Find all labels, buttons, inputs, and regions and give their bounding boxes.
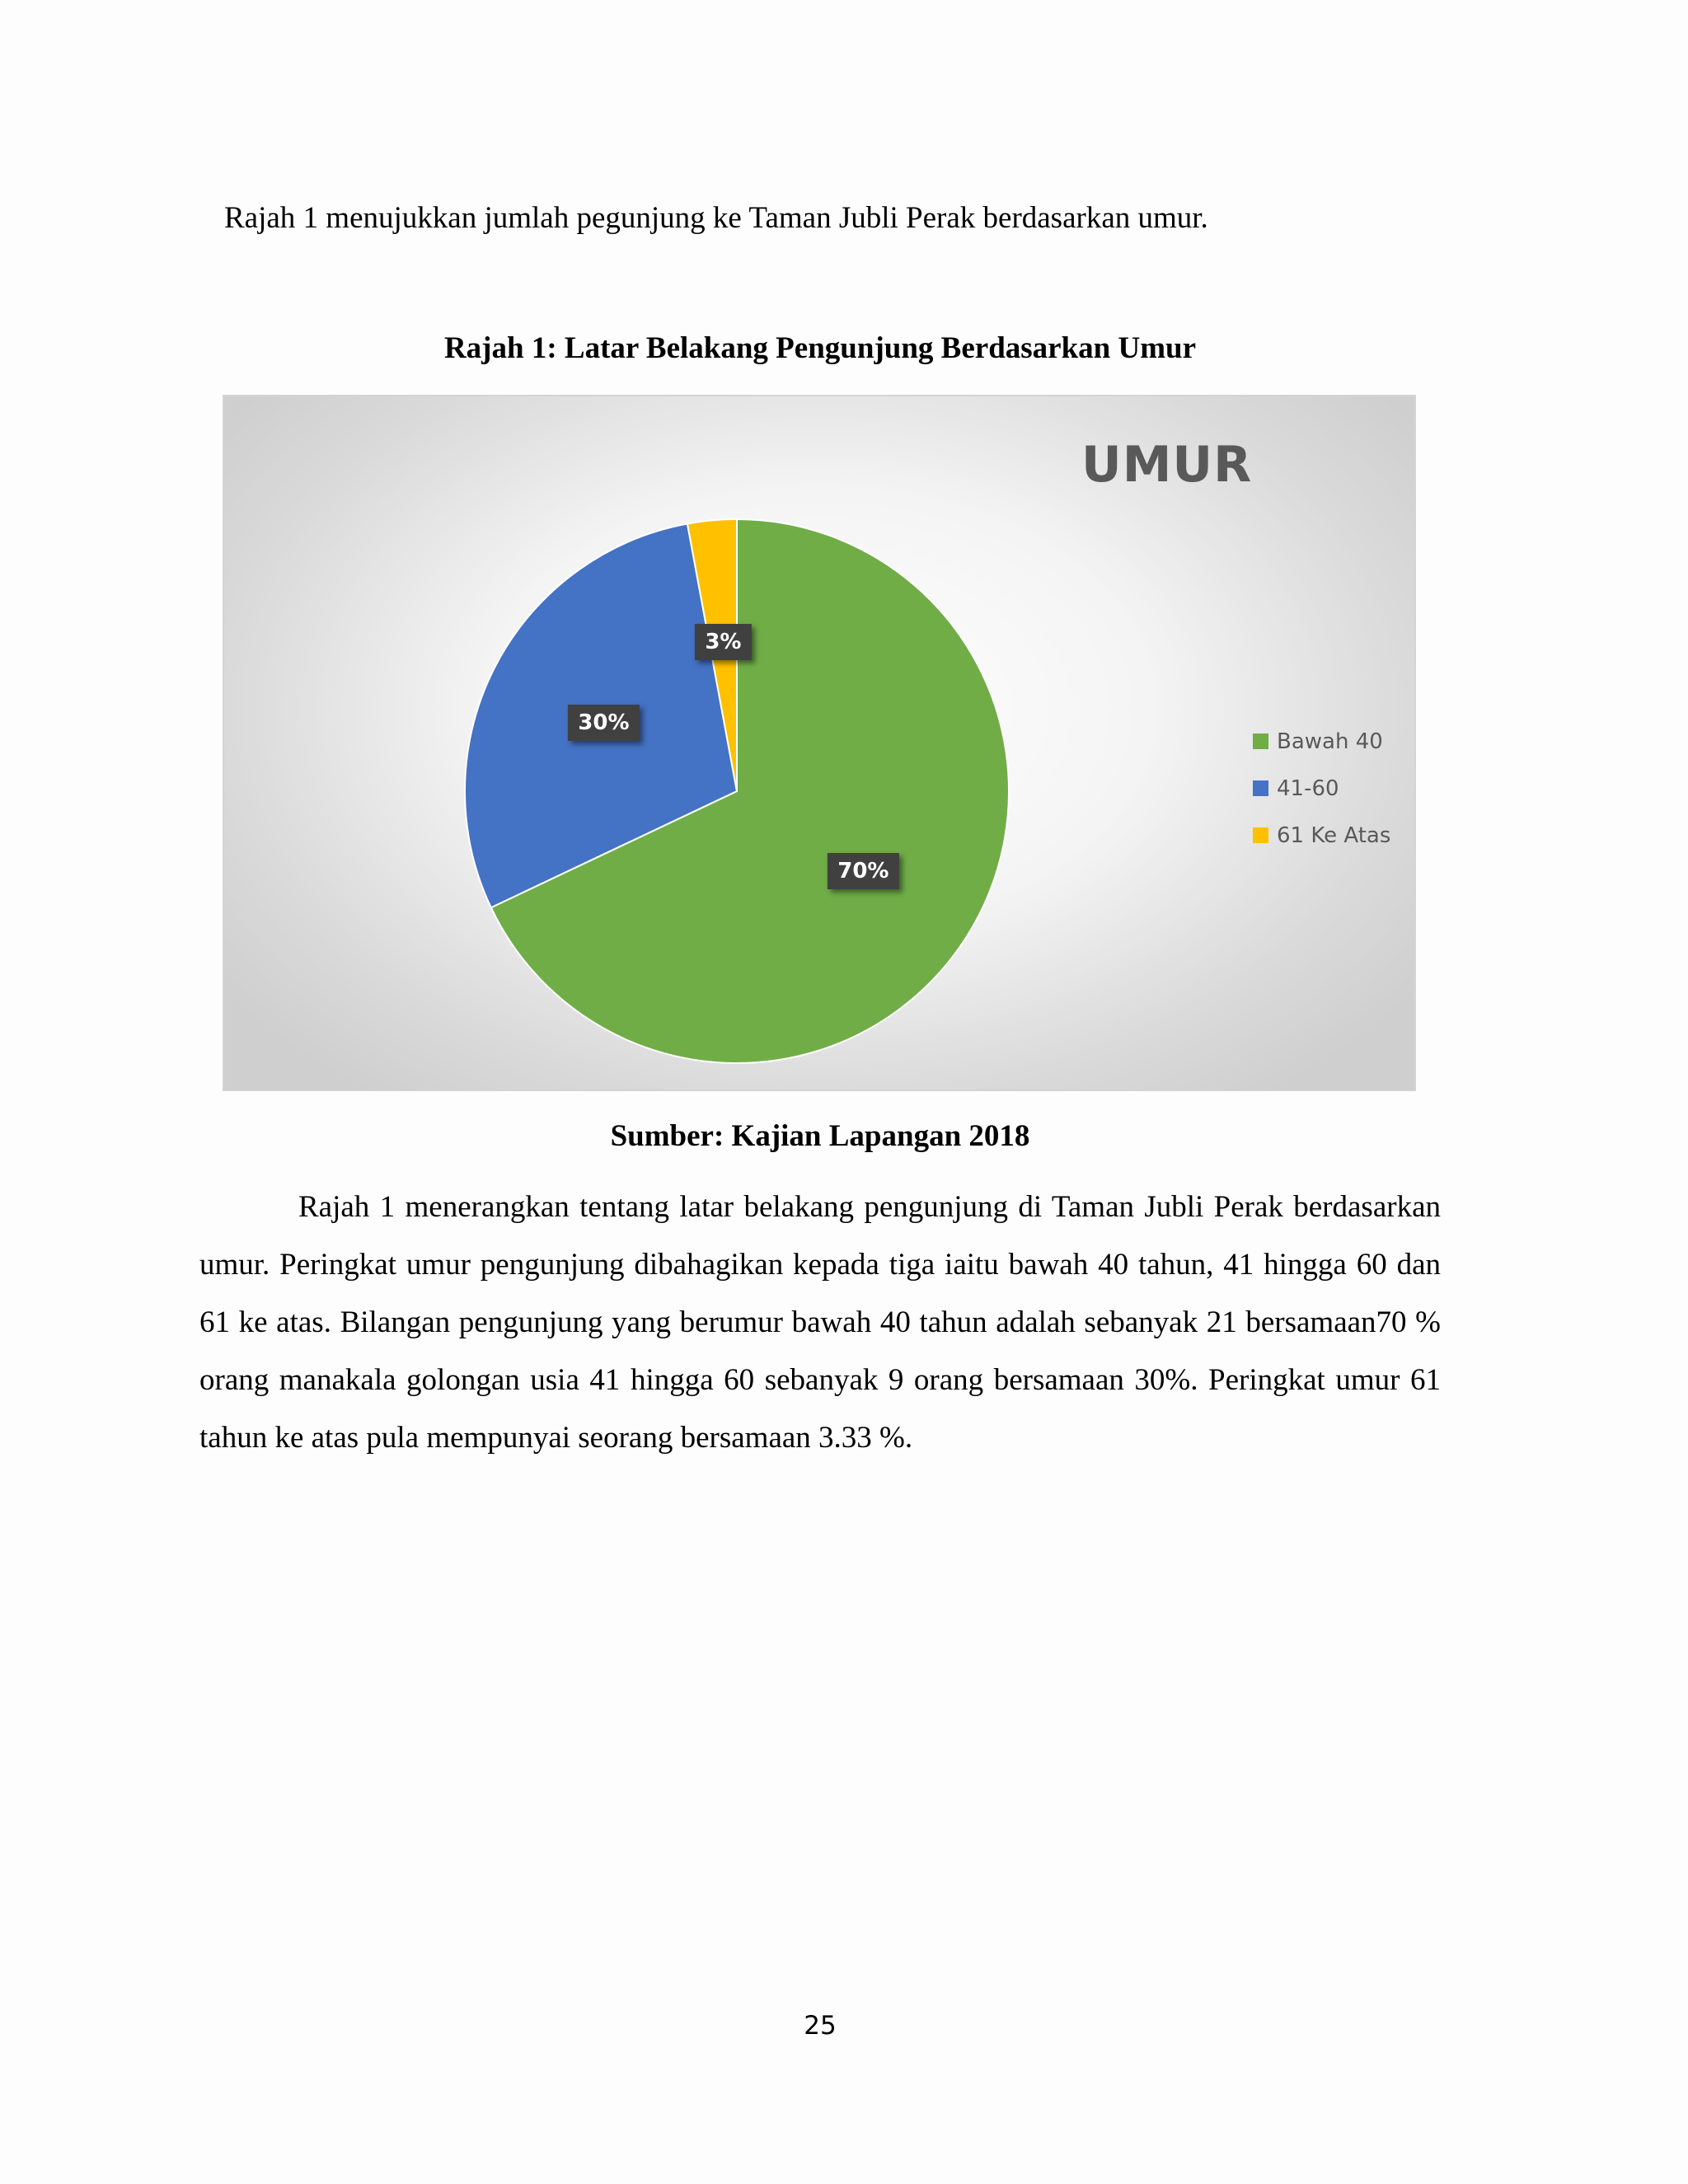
figure-source: Sumber: Kajian Lapangan 2018 [610, 1119, 1030, 1153]
intro-text: Rajah 1 menujukkan jumlah pegunjung ke Taman Jubli Perak berdasarkan umur. [224, 201, 1208, 235]
data-label: 70% [828, 853, 898, 889]
page-number: 25 [804, 2011, 837, 2041]
legend-swatch [1253, 780, 1268, 796]
body-paragraph: Rajah 1 menerangkan tentang latar belakang pengunjung di Taman Jubli Perak berdasarkan umur. Peringkat umur pengunjung dibahagikan kepada tiga iaitu bawah 40 tahun, 41 hingga 60 dan 61 ke atas. Bilangan pengunjung yang berumur bawah 40 tahun adalah sebanyak 21 bersamaan70 % orang manakala golongan usia 41 hingga 60 sebanyak 9 orang bersamaan 30%. Peringkat umur 61 tahun ke atas pula mempunyai seorang bersamaan 3.33 %. [199, 1190, 1441, 1455]
legend-label: 61 Ke Atas [1277, 823, 1391, 848]
pie-chart [223, 395, 1416, 1091]
legend-label: Bawah 40 [1277, 729, 1383, 754]
legend-label: 41-60 [1277, 776, 1339, 801]
legend-swatch [1253, 827, 1268, 843]
figure-title: Rajah 1: Latar Belakang Pengunjung Berdasarkan Umur [443, 331, 1197, 365]
chart-title: UMUR [1081, 436, 1253, 494]
pie-chart-svg [224, 396, 1416, 1091]
legend-item [1253, 812, 1390, 859]
data-label: 3% [695, 624, 751, 660]
legend-swatch [1253, 733, 1268, 749]
legend-item [1253, 718, 1390, 765]
data-label: 30% [568, 705, 639, 741]
chart-legend [1253, 718, 1390, 859]
legend-item [1253, 765, 1390, 812]
